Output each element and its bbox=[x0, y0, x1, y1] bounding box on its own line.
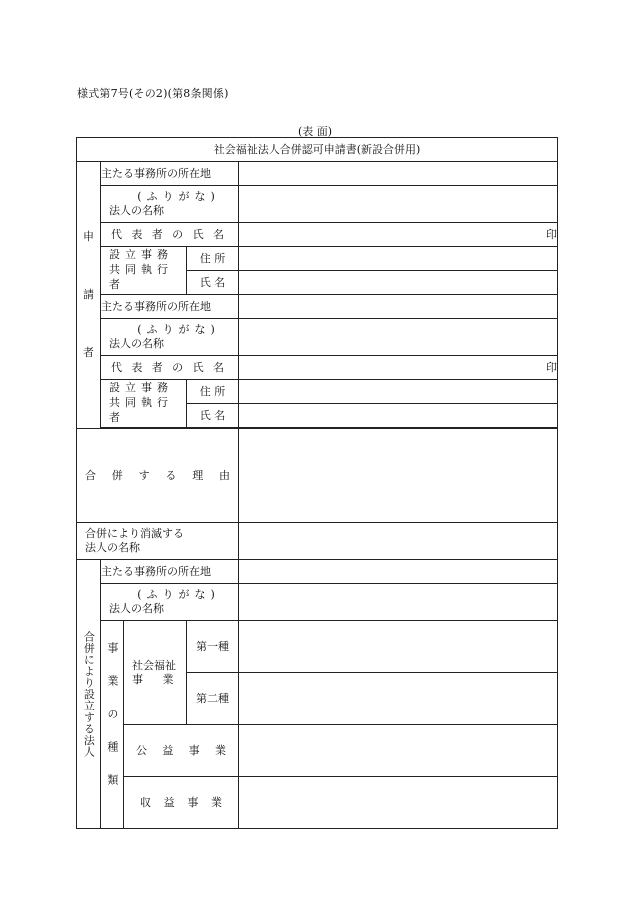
new-office-location-label: 主たる事務所の所在地 bbox=[101, 560, 239, 584]
form-title: 社会福祉法人合併認可申請書(新設合併用) bbox=[77, 138, 558, 162]
application-table bbox=[76, 137, 558, 829]
dissolved-corp-field[interactable] bbox=[239, 523, 558, 560]
name-label: 氏 名 bbox=[187, 404, 239, 428]
new-corp-header: 合併により設立する法人 bbox=[77, 560, 101, 829]
merger-reason-field[interactable] bbox=[239, 429, 558, 523]
office-location-label: 主たる事務所の所在地 bbox=[101, 295, 239, 319]
face-label: (表 面) bbox=[297, 125, 333, 138]
profit-business-label: 収 益 事 業 bbox=[124, 777, 239, 829]
applicant-head-char: 申 bbox=[83, 230, 94, 244]
office-location-field-1[interactable] bbox=[239, 162, 558, 186]
seal-mark: 印 bbox=[546, 360, 558, 374]
applicant-head-char: 者 bbox=[83, 345, 94, 359]
applicant-header bbox=[77, 162, 101, 429]
dissolved-corp-label: 合併により消滅する 法人の名称 bbox=[77, 523, 239, 560]
applicant-head-char: 請 bbox=[83, 288, 94, 302]
rep-name-field-1[interactable] bbox=[239, 223, 558, 247]
merger-reason-label: 合 併 す る 理 由 bbox=[77, 429, 239, 523]
type1-label: 第一種 bbox=[187, 621, 239, 673]
name-field-1[interactable] bbox=[239, 271, 558, 295]
exec-label: 設立事務 共同執行者 bbox=[101, 247, 187, 295]
form-number: 様式第7号(その2)(第8条関係) bbox=[77, 87, 229, 100]
business-types-label: 事業の種類 bbox=[101, 621, 124, 829]
new-office-location-field[interactable] bbox=[239, 560, 558, 584]
office-location-label: 主たる事務所の所在地 bbox=[101, 162, 239, 186]
type1-field[interactable] bbox=[239, 621, 558, 673]
furigana-label: (ふりがな) bbox=[137, 190, 220, 204]
address-field-1[interactable] bbox=[239, 247, 558, 271]
corp-name-field-2[interactable] bbox=[239, 319, 558, 356]
furigana-label: (ふりがな) bbox=[137, 323, 220, 337]
public-business-field[interactable] bbox=[239, 725, 558, 777]
furigana-label: (ふりがな) bbox=[137, 588, 220, 602]
type2-field[interactable] bbox=[239, 673, 558, 725]
corp-name-label: (ふりがな) 法人の名称 bbox=[101, 186, 239, 223]
seal-mark: 印 bbox=[546, 227, 558, 241]
name-label: 氏 名 bbox=[187, 271, 239, 295]
profit-business-field[interactable] bbox=[239, 777, 558, 829]
new-corp-name-label: (ふりがな) 法人の名称 bbox=[101, 584, 239, 621]
public-business-label: 公 益 事 業 bbox=[124, 725, 239, 777]
rep-name-label: 代 表 者 の 氏 名 bbox=[101, 356, 239, 380]
new-corp-name-field[interactable] bbox=[239, 584, 558, 621]
address-field-2[interactable] bbox=[239, 380, 558, 404]
rep-name-label: 代 表 者 の 氏 名 bbox=[101, 223, 239, 247]
name-field-2[interactable] bbox=[239, 404, 558, 428]
address-label: 住 所 bbox=[187, 247, 239, 271]
social-welfare-label: 社会福祉 事 業 bbox=[124, 621, 187, 725]
address-label: 住 所 bbox=[187, 380, 239, 404]
office-location-field-2[interactable] bbox=[239, 295, 558, 319]
rep-name-field-2[interactable] bbox=[239, 356, 558, 380]
corp-name-label: (ふりがな) 法人の名称 bbox=[101, 319, 239, 356]
type2-label: 第二種 bbox=[187, 673, 239, 725]
corp-name-field-1[interactable] bbox=[239, 186, 558, 223]
exec-label: 設立事務 共同執行者 bbox=[101, 380, 187, 428]
